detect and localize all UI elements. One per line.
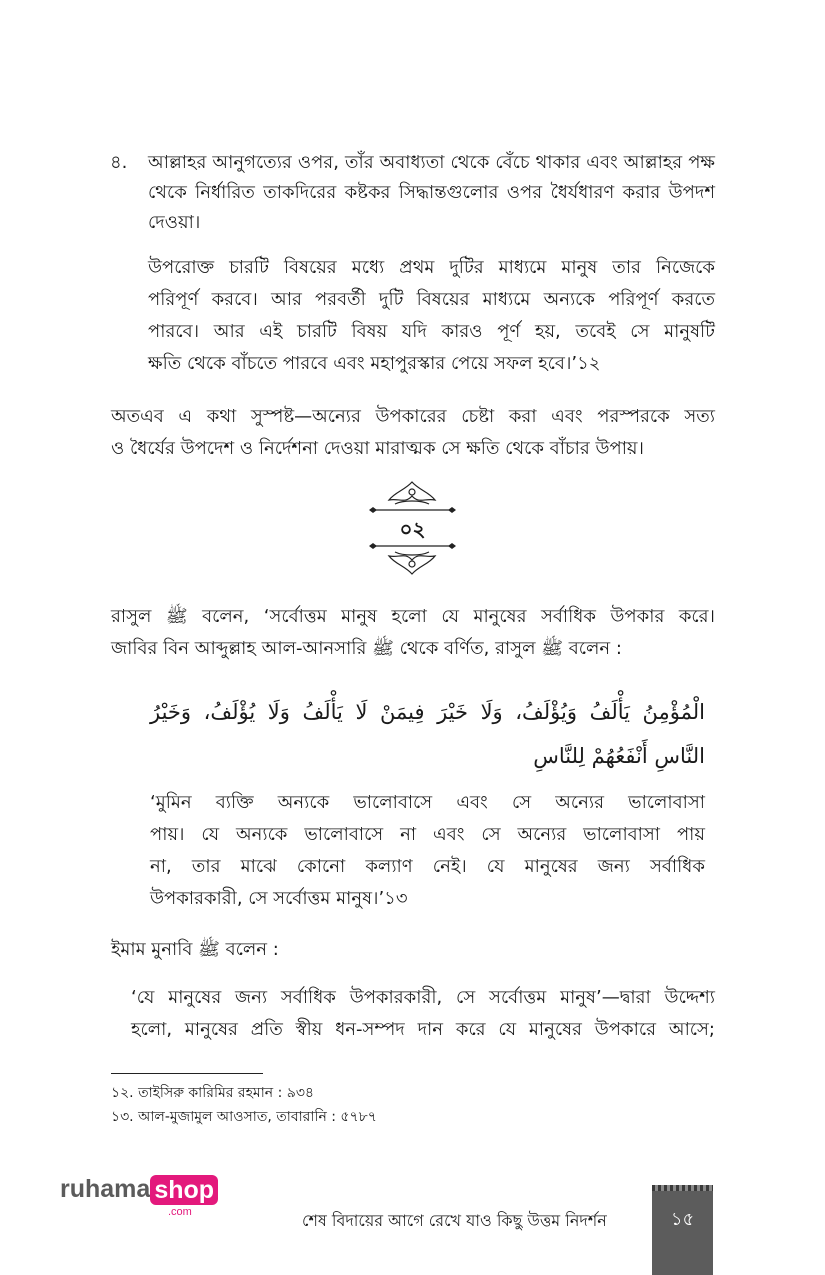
translation-line-2: পায়। যে অন্যকে ভালোবাসে না এবং সে অন্যের ভালোবাসা পায়: [150, 824, 705, 845]
section-number: ০২: [399, 517, 426, 541]
ornament-icon: [365, 478, 460, 578]
section-ornament: [365, 478, 460, 578]
footnote-13: ১৩. আল-মুজামুল আওসাত, তাবারানি : ৫৭৮৭: [111, 1109, 377, 1125]
translation-line-1: ‘মুমিন ব্যক্তি অন্যকে ভালোবাসে এবং সে অন্যের ভালোবাসা: [150, 792, 705, 813]
brand-watermark: [60, 1175, 218, 1218]
conclusion-line-2: ও ধৈর্যের উপদেশ ও নির্দেশনা দেওয়া মারাত্মক সে ক্ষতি থেকে বাঁচার উপায়।: [111, 438, 644, 459]
conclusion-line-1: অতএব এ কথা সুস্পষ্ট—অন্যের উপকারের চেষ্টা করা এবং পরস্পরকে সত্য: [111, 406, 715, 427]
summary-line-1: উপরোক্ত চারটি বিষয়ের মধ্যে প্রথম দুটির মাধ্যমে মানুষ তার নিজেকে: [148, 257, 715, 278]
page-number-box: [652, 1185, 713, 1275]
summary-line-4: ক্ষতি থেকে বাঁচতে পারবে এবং মহাপুরস্কার পেয়ে সফল হবে।’১২: [148, 353, 601, 374]
brand-part-1: ruhama: [60, 1175, 151, 1203]
intro-line-1: রাসুল ﷺ বলেন, ‘সর্বোত্তম মানুষ হলো যে মানুষের সর্বাধিক উপকার করে।: [111, 606, 715, 627]
brand-part-3: .com: [168, 1206, 192, 1218]
translation-line-4: উপকারকারী, সে সর্বোত্তম মানুষ।’১৩: [150, 888, 408, 909]
intro-line-2: জাবির বিন আব্দুল্লাহ আল-আনসারি ﷺ থেকে বর্ণিত, রাসুল ﷺ বলেন :: [111, 638, 622, 659]
page-number: ১৫: [670, 1209, 695, 1230]
page-box-edge: [652, 1185, 713, 1191]
arabic-line-1: الْمُؤْمِنُ يَأْلَفُ وَيُؤْلَفُ، وَلَا خَيْرَ فِيمَنْ لَا يَأْلَفُ وَلَا يُؤْلَفُ، وَخَيْرُ: [150, 700, 705, 724]
arabic-line-2: النَّاسِ أَنْفَعُهُمْ لِلنَّاسِ: [533, 744, 705, 768]
quote-line-1: ‘যে মানুষের জন্য সর্বাধিক উপকারকারী, সে সর্বোত্তম মানুষ’—দ্বারা উদ্দেশ্য: [131, 987, 715, 1008]
running-title: শেষ বিদায়ের আগে রেখে যাও কিছু উত্তম নিদর্শন: [302, 1211, 607, 1230]
list-number: ৪.: [110, 152, 128, 173]
summary-line-3: পারবে। আর এই চারটি বিষয় যদি কারও পূর্ণ হয়, তবেই সে মানুষটি: [148, 321, 715, 342]
brand-part-2: shop: [150, 1175, 218, 1205]
summary-line-2: পরিপূর্ণ করবে। আর পরবর্তী দুটি বিষয়ের মাধ্যমে অন্যকে পরিপূর্ণ করতে: [148, 289, 715, 310]
footnote-divider: [111, 1073, 263, 1074]
arabic-hadith: [150, 690, 705, 778]
list-item-text: আল্লাহর আনুগত্যের ওপর, তাঁর অবাধ্যতা থেকে বেঁচে থাকার এবং আল্লাহর পক্ষ থেকে নির্ধারিত তাকদিরের কষ্টকর সিদ্ধান্তগুলোর ওপর ধৈর্যধারণ করার উপদশ দেওয়া।: [148, 152, 715, 233]
footnote-12: ১২. তাইসিরু কারিমির রহমান : ৯৩৪: [111, 1085, 315, 1101]
quote-line-2: হলো, মানুষের প্রতি স্বীয় ধন-সম্পদ দান করে যে মানুষের উপকারে আসে;: [131, 1019, 715, 1040]
translation-line-3: না, তার মাঝে কোনো কল্যাণ নেই। যে মানুষের জন্য সর্বাধিক: [150, 856, 705, 877]
imam-line: ইমাম মুনাবি ﷺ বলেন :: [111, 939, 279, 960]
